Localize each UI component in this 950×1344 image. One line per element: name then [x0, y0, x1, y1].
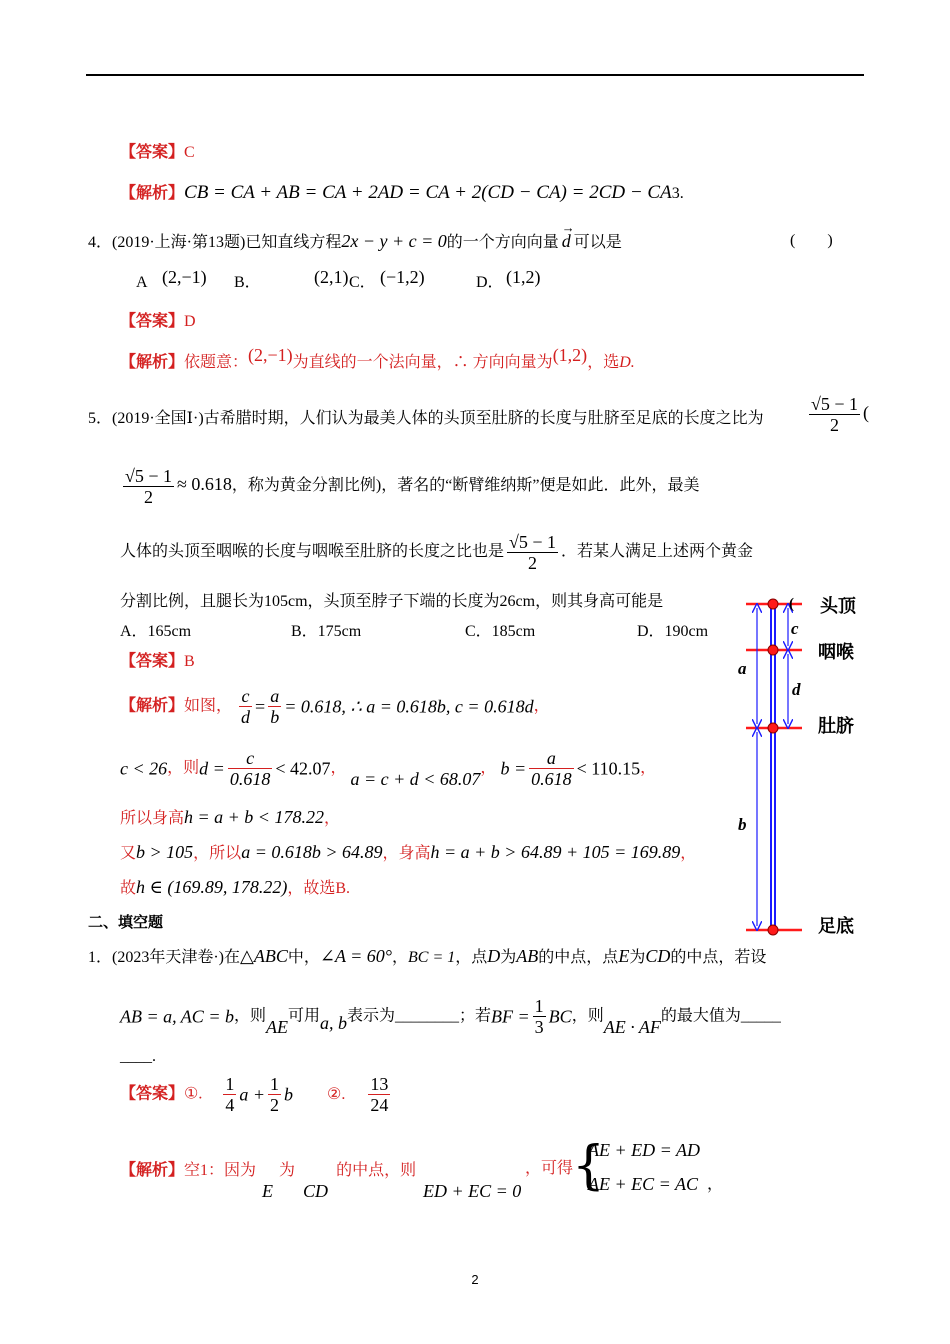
q5-stem3-tail: ．若某人满足上述两个黄金 — [561, 543, 754, 561]
figure-label-navel: 肚脐 — [818, 716, 854, 736]
q5-an2-sep3: ， — [640, 759, 657, 777]
q4-analysis-1: 依题意： — [184, 354, 249, 371]
q5-an2-d: d = — [199, 758, 225, 779]
figure-var-a: a — [738, 659, 747, 678]
q4-option-b[interactable] — [234, 272, 261, 294]
q5-an3-text: 所以身高 — [120, 810, 185, 827]
q5-an5-b: h ∈ (169.89, 178.22) — [136, 877, 288, 897]
q5-an2-sum: a = c + d < 68.07 — [350, 768, 481, 789]
q4-analysis-choice: D. — [619, 354, 635, 371]
fill1-system-eq2: AE + EC = AC — [588, 1174, 698, 1194]
q3-answer-value: C — [184, 144, 195, 161]
figure-point-throat — [768, 645, 778, 655]
figure-point-navel — [768, 723, 778, 733]
fill1-blank-2-cont[interactable]: ____ — [120, 1048, 152, 1065]
figure-lines — [746, 599, 802, 935]
q5-an4-d: a = 0.618b > 64.89 — [241, 842, 383, 862]
q5-an5-c: ，故选B. — [287, 880, 351, 897]
q3-analysis — [120, 182, 684, 205]
q4-option-b-label: B． — [234, 274, 261, 291]
fill1-l2-a: ，则 — [233, 1007, 266, 1025]
answer-tag: 【答案】 — [120, 1085, 185, 1103]
q5-frac-b: b — [270, 707, 280, 727]
fill1-s2: 中， — [287, 949, 320, 966]
q5-analysis-3: 所以身高h = a + b < 178.22， — [120, 807, 340, 827]
figure-point-top — [768, 599, 778, 609]
q5-an2-c: c < 26 — [120, 758, 168, 779]
q5-frac-d: d — [241, 707, 251, 727]
analysis-tag: 【解析】 — [120, 185, 185, 202]
q4-option-d-value: (1,2) — [506, 267, 541, 287]
q5-option-b[interactable]: B．175cm — [291, 623, 362, 640]
figure-var-d: d — [792, 680, 801, 699]
fill1-ae: AE — [265, 1016, 288, 1037]
q4-analysis-2: 为直线的一个法向量，∴ 方向向量为 — [292, 354, 553, 371]
body-proportion-figure — [728, 588, 878, 944]
q5-an1-eq: = 0.618, ∴ a = 0.618b, c = 0.618d — [284, 696, 534, 717]
fill1-ans-n1: 1 — [225, 1074, 235, 1094]
q5-an1-text: 如图， — [184, 697, 233, 715]
q4-analysis-3: ，选 — [587, 354, 620, 371]
q4-analysis-vec1: (2,−1) — [248, 345, 293, 365]
q5-stem-4: 分割比例，且腿长为105cm，头顶至脖子下端的长度为26cm，则其身高可能是 — [120, 593, 664, 610]
fill1-an-cd: CD — [303, 1181, 329, 1201]
q5-stem1-text: 古希腊时期，人们认为最美人体的头顶至肚脐的长度与肚脐至足底的长度之比为 — [203, 410, 764, 427]
fill1-s4: ，点 — [455, 949, 488, 966]
q5-stem-3 — [120, 532, 753, 573]
q5-source: (2019·全国Ⅰ·) — [112, 410, 204, 427]
fill1-an-2: 为 — [279, 1162, 296, 1179]
q4-option-a-label: A — [136, 274, 148, 291]
q5-frac-den-2: 2 — [144, 487, 154, 507]
fill1-number: 1． — [88, 949, 113, 966]
q5-analysis-4: 又b > 105，所以a = 0.618b > 64.89，身高h = a + b > 64.89 + 105 = 169.89， — [120, 842, 697, 862]
q4-option-c-label: C． — [349, 274, 376, 291]
q5-stem-2 — [120, 466, 699, 507]
q4-stem-a: 已知直线方程 — [245, 234, 342, 251]
fill1-bc-vec: BC — [548, 1006, 572, 1027]
q5-option-a[interactable]: A．165cm — [120, 623, 192, 640]
q4-vector: → d — [561, 220, 575, 251]
page-number: 2 — [471, 1272, 479, 1287]
q4-option-c[interactable] — [349, 272, 376, 294]
fill1-an-4: ，可得 — [525, 1160, 574, 1177]
q5-an2-b: b = — [500, 758, 527, 779]
q5-stem3-text: 人体的头顶至咽喉的长度与咽喉至肚脐的长度之比也是 — [120, 543, 505, 561]
q5-frac-num: √5 − 1 — [811, 394, 859, 414]
q5-an2-then: ，则 — [167, 759, 200, 777]
q4-vector-letter: d — [561, 231, 571, 251]
fill1-l2-f: 的最大值为 — [660, 1007, 741, 1025]
fill1-l3-end: . — [152, 1048, 156, 1065]
header-rule — [86, 74, 864, 76]
q4-option-a-value: (2,−1) — [162, 267, 207, 287]
fill1-s1: 在 — [224, 949, 241, 966]
q5-an2-frac-c: c — [228, 748, 273, 769]
system-brace: { — [572, 1136, 606, 1196]
fill1-ab-vars: a, b — [320, 1012, 347, 1033]
fill1-ans-d3: 24 — [370, 1095, 389, 1115]
q4-option-d-label: D． — [476, 274, 504, 291]
q5-number: 5． — [88, 410, 113, 427]
q4-stem-c: 可以是 — [573, 234, 622, 251]
q5-an2-den1: 0.618 — [229, 769, 271, 789]
fill1-s5: 为 — [500, 949, 517, 966]
q5-an4-e: ，身高 — [382, 845, 431, 862]
q5-frac-num-2: √5 − 1 — [125, 466, 173, 486]
fill1-ans-n2: 1 — [270, 1074, 280, 1094]
fill1-stem-3 — [120, 1046, 156, 1068]
q4-analysis — [120, 345, 635, 374]
q4-option-c-value: (−1,2) — [380, 267, 425, 287]
fill1-definition: AB = a, AC = b — [120, 1006, 234, 1027]
answer-tag: 【答案】 — [120, 313, 185, 330]
fill1-source: (2023年天津卷·) — [112, 949, 225, 966]
fill1-answer — [120, 1074, 393, 1115]
q5-approx: ≈ 0.618 — [177, 474, 232, 495]
q5-an2-frac-a: a — [529, 748, 574, 769]
q5-an4-a: 又 — [120, 845, 137, 862]
fill1-s7: 为 — [629, 949, 646, 966]
q5-an4-c: ，所以 — [193, 845, 242, 862]
figure-label-top: 头顶 — [820, 596, 856, 616]
q5-frac-a: a — [270, 686, 280, 706]
q5-answer-value: B — [184, 653, 195, 670]
fill1-l2-c: 表示为 — [347, 1007, 396, 1025]
q4-stem — [88, 220, 622, 254]
q3-analysis-formula: CB = CA + AB = CA + 2AD = CA + 2(CD − CA) = 2CD − CA — [184, 182, 672, 203]
q5-an2-lt2: < 110.15 — [576, 758, 641, 779]
figure-label-throat: 咽喉 — [818, 642, 854, 662]
q5-option-c[interactable]: C．185cm — [465, 623, 536, 640]
fill1-stem-1 — [88, 945, 766, 969]
q5-frac-num-3: √5 − 1 — [509, 532, 557, 552]
q4-analysis-vec2: (1,2) — [552, 345, 588, 365]
analysis-tag: 【解析】 — [120, 354, 185, 371]
q4-source: (2019·上海·第13题) — [112, 234, 246, 251]
q4-option-b-value: (2,1) — [314, 267, 349, 287]
q3-answer — [120, 142, 195, 164]
figure-label-foot: 足底 — [818, 916, 854, 936]
q5-analysis-5 — [120, 876, 350, 900]
figure-point-foot — [768, 925, 778, 935]
q5-frac-den: 2 — [830, 415, 840, 435]
q5-an4-b: b > 105 — [136, 842, 194, 862]
q5-analysis-2 — [120, 748, 656, 789]
answer-tag: 【答案】 — [120, 144, 185, 161]
q5-an5-a: 故 — [120, 880, 137, 897]
fill1-dot-product: AE · AF — [603, 1016, 661, 1037]
analysis-tag: 【解析】 — [120, 697, 185, 715]
fill1-bc: BC = 1 — [408, 949, 456, 966]
fill1-triangle: △ABC — [240, 946, 288, 966]
q5-frac-den-3: 2 — [528, 553, 538, 573]
q5-an2-sep1: ， — [330, 759, 347, 777]
figure-paren: ( — [789, 596, 794, 612]
q3-analysis-tail: 3. — [671, 185, 684, 202]
figure-var-b: b — [738, 815, 747, 834]
q5-stem-1 — [88, 408, 764, 430]
fill1-an-3: 的中点，则 — [336, 1162, 417, 1179]
q5-an2-lt1: < 42.07 — [275, 758, 331, 779]
fill1-s8: 的中点，若设 — [670, 949, 767, 966]
q4-stem-b: 的一个方向向量 — [446, 234, 559, 251]
fill1-system-eq1: AE + ED = AD — [588, 1140, 700, 1160]
fill1-s6: 的中点，点 — [538, 949, 619, 966]
q4-answer — [120, 311, 196, 333]
q5-paren: ( — [863, 402, 870, 423]
q4-option-d[interactable] — [476, 272, 504, 294]
q4-equation: 2x − y + c = 0 — [341, 231, 447, 251]
section-title: 二、填空题 — [88, 913, 164, 931]
q5-an4-f: h = a + b > 64.89 + 105 = 169.89 — [430, 842, 681, 862]
q5-an2-den2: 0.618 — [531, 769, 572, 789]
fill1-bf: BF = — [491, 1006, 530, 1027]
fill1-an-1: 空1：因为 — [184, 1162, 257, 1179]
fill1-frac-den: 3 — [534, 1017, 544, 1037]
fill1-point-d: D — [487, 946, 501, 966]
fill1-an-e: E — [262, 1181, 274, 1201]
q4-option-a[interactable] — [136, 272, 148, 294]
fill1-s3: ， — [392, 949, 409, 966]
fill1-blank-1[interactable]: ________ — [395, 1007, 460, 1025]
fill1-ans-1: ①. — [184, 1085, 203, 1103]
fill1-blank-2[interactable]: _____ — [740, 1007, 781, 1025]
fill1-ab: AB — [516, 946, 539, 966]
fill1-stem-2 — [120, 996, 781, 1037]
fill1-point-e: E — [618, 946, 630, 966]
q5-analysis-1: 【解析】如图， $\frac{c}{d}$ = $\frac{a}{b}$ = 0.618, ∴ a = 0.618b, c = 0.618d， — [120, 686, 550, 727]
fill1-cd: CD — [645, 946, 671, 966]
q4-answer-value: D — [184, 313, 196, 330]
fill1-ans-d1: 4 — [225, 1095, 235, 1115]
q5-frac-c: c — [239, 686, 252, 707]
fill1-an-eq0: ED + EC = 0 — [423, 1181, 522, 1201]
fill1-l2-b: 可用 — [287, 1007, 320, 1025]
figure-var-c: c — [791, 619, 799, 638]
fill1-l2-d: ；若 — [459, 1007, 492, 1025]
q4-number: 4． — [88, 234, 113, 251]
answer-tag: 【答案】 — [120, 653, 185, 670]
fill1-angle: ∠A = 60° — [319, 946, 392, 966]
q4-bracket: ( ) — [790, 232, 833, 249]
q5-an2-sep2: ， — [480, 759, 497, 777]
fill1-l2-e: ，则 — [571, 1007, 604, 1025]
fill1-ans-n3: 13 — [370, 1074, 389, 1094]
fill1-frac-num: 1 — [534, 996, 544, 1016]
fill1-analysis — [120, 1158, 417, 1201]
q5-an1-tail: ， — [533, 697, 550, 715]
q5-an3-eq: h = a + b < 178.22 — [184, 807, 324, 827]
fill1-ans-2: ②. — [327, 1085, 346, 1103]
fill1-ans-b: b — [284, 1084, 294, 1105]
fill1-ans-plus: a + — [239, 1084, 266, 1105]
fill1-ans-d2: 2 — [270, 1095, 280, 1115]
q5-stem2-text: ，称为黄金分割比例)，著名的“断臂维纳斯”便是如此．此外，最美 — [231, 477, 700, 495]
q5-option-d[interactable]: D．190cm — [637, 623, 709, 640]
analysis-tag: 【解析】 — [120, 1162, 185, 1179]
q5-answer — [120, 651, 195, 673]
q5-ratio-fraction-1 — [806, 394, 869, 435]
fill1-an-end: ， — [707, 1176, 724, 1193]
